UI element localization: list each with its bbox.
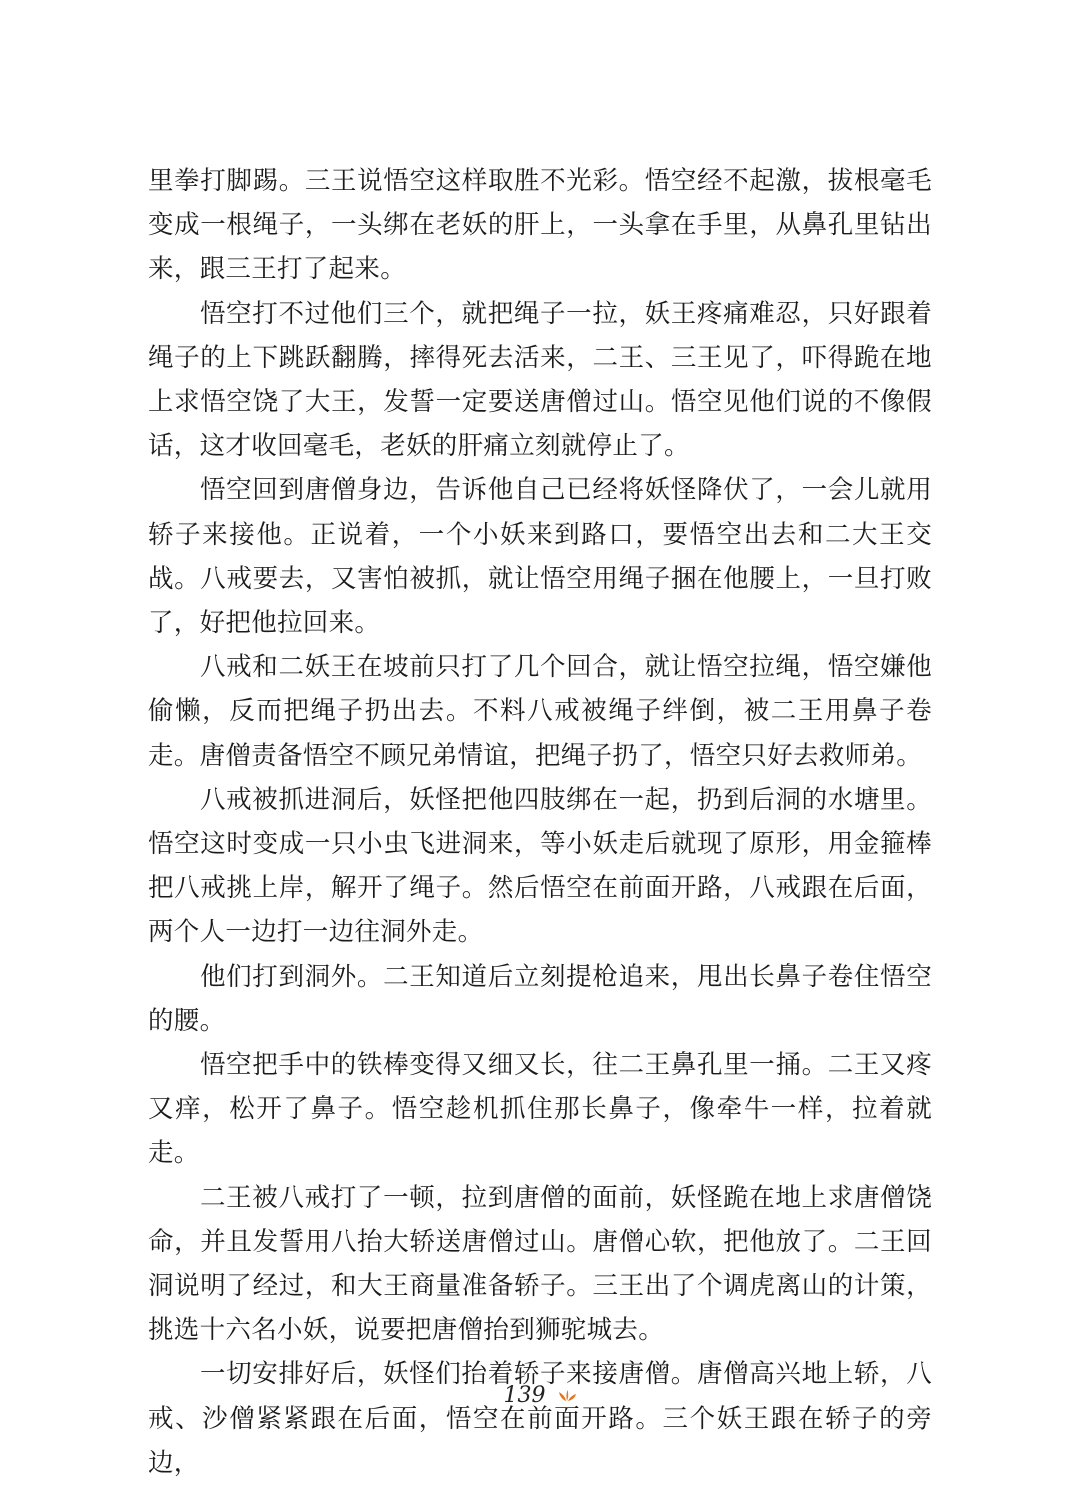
orange-leaf-ornament-icon xyxy=(557,1388,577,1404)
paragraph-1: 里拳打脚踢。三王说悟空这样取胜不光彩。悟空经不起激，拔根毫毛变成一根绳子，一头绑在老妖的肝上，一头拿在手里，从鼻孔里钻出来，跟三王打了起来。 xyxy=(148,166,932,285)
paragraph-3: 悟空回到唐僧身边，告诉他自己已经将妖怪降伏了，一会儿就用轿子来接他。正说着，一个小妖来到路口，要悟空出去和二大王交战。八戒要去，又害怕被抓，就让悟空用绳子捆在他腰上，一旦打败了，好把他拉回来。 xyxy=(148,475,932,639)
paragraph-7: 悟空把手中的铁棒变得又细又长，往二王鼻孔里一捅。二王又疼又痒，松开了鼻子。悟空趁机抓住那长鼻子，像牵牛一样，拉着就走。 xyxy=(148,1050,932,1169)
paragraph-8: 二王被八戒打了一顿，拉到唐僧的面前，妖怪跪在地上求唐僧饶命，并且发誓用八抬大轿送唐僧过山。唐僧心软，把他放了。二王回洞说明了经过，和大王商量准备轿子。三王出了个调虎离山的计策，挑选十六名小妖，说要把唐僧抬到狮驼城去。 xyxy=(148,1182,932,1346)
page-footer xyxy=(0,1383,1080,1408)
paragraph-9: 一切安排好后，妖怪们抬着轿子来接唐僧。唐僧高兴地上轿，八戒、沙僧紧紧跟在后面，悟空在前面开路。三个妖王跟在轿子的旁边， xyxy=(148,1359,932,1478)
page-number: 139 xyxy=(503,1383,546,1408)
paragraph-2: 悟空打不过他们三个，就把绳子一拉，妖王疼痛难忍，只好跟着绳子的上下跳跃翻腾，摔得死去活来，二王、三王见了，吓得跪在地上求悟空饶了大王，发誓一定要送唐僧过山。悟空见他们说的不像假话，这才收回毫毛，老妖的肝痛立刻就停止了。 xyxy=(148,298,932,462)
paragraph-4: 八戒和二妖王在坡前只打了几个回合，就让悟空拉绳，悟空嫌他偷懒，反而把绳子扔出去。不料八戒被绳子绊倒，被二王用鼻子卷走。唐僧责备悟空不顾兄弟情谊，把绳子扔了，悟空只好去救师弟。 xyxy=(148,652,932,771)
paragraph-6: 他们打到洞外。二王知道后立刻提枪追来，甩出长鼻子卷住悟空的腰。 xyxy=(148,961,932,1036)
body-text xyxy=(148,159,932,1485)
paragraph-5: 八戒被抓进洞后，妖怪把他四肢绑在一起，扔到后洞的水塘里。悟空这时变成一只小虫飞进洞来，等小妖走后就现了原形，用金箍棒把八戒挑上岸，解开了绳子。然后悟空在前面开路，八戒跟在后面，两个人一边打一边往洞外走。 xyxy=(148,784,932,948)
